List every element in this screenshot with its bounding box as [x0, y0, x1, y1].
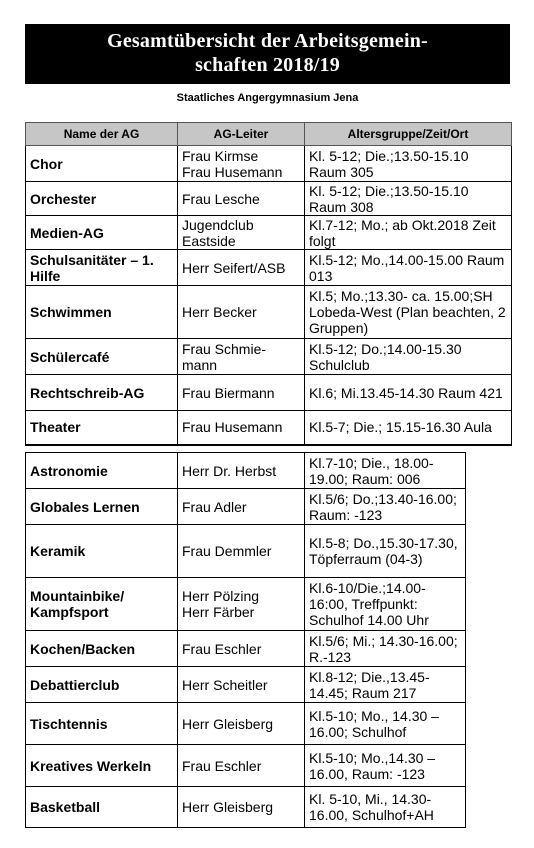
table-row [26, 216, 512, 250]
ag-info: Kl.8-12; Die.,13.45-14.45; Raum 217 [305, 667, 466, 703]
ag-info: Kl.5-12; Mo.,14.00-15.00 Raum 013 [305, 250, 512, 286]
ag-info: Kl.5-10; Mo.,14.30 – 16.00, Raum: -123 [305, 745, 466, 787]
ag-name: Mountainbike/ Kampfsport [26, 578, 178, 631]
school-name: Staatliches Angergymnasium Jena [176, 92, 359, 104]
table-row [26, 489, 466, 525]
table-row [26, 631, 466, 667]
table-row [26, 339, 512, 375]
ag-leiter: Herr Gleisberg [178, 703, 305, 745]
ag-leiter: Herr Becker [178, 286, 305, 339]
ag-name: Schülercafé [26, 339, 178, 375]
ag-info: Kl. 5-12; Die.;13.50-15.10 Raum 305 [305, 146, 512, 182]
table-row [26, 250, 512, 286]
ag-table-main [25, 122, 512, 446]
ag-leiter: Frau Schmie-mann [178, 339, 305, 375]
table-row [26, 578, 466, 631]
ag-info: Kl.6; Mi.13.45-14.30 Raum 421 [305, 375, 512, 411]
ag-leiter: Jugendclub Eastside [178, 216, 305, 250]
table-row [26, 525, 466, 578]
ag-leiter: Frau Adler [178, 489, 305, 525]
ag-name: Kreatives Werkeln [26, 745, 178, 787]
ag-leiter: Herr Pölzing Herr Färber [178, 578, 305, 631]
ag-info: Kl.5/6; Mi.; 14.30-16.00; R.-123 [305, 631, 466, 667]
ag-name: Medien-AG [26, 216, 178, 250]
ag-name: Schulsanitäter – 1. Hilfe [26, 250, 178, 286]
ag-leiter: Frau Demmler [178, 525, 305, 578]
table-row [26, 146, 512, 182]
title-line-2: schaften 2018/19 [195, 54, 340, 76]
ag-leiter: Frau Eschler [178, 631, 305, 667]
ag-info: Kl.7-10; Die., 18.00-19.00; Raum: 006 [305, 453, 466, 489]
ag-name: Chor [26, 146, 178, 182]
ag-name: Tischtennis [26, 703, 178, 745]
ag-name: Kochen/Backen [26, 631, 178, 667]
ag-info: Kl.5-12; Do.;14.00-15.30 Schulclub [305, 339, 512, 375]
ag-info: Kl.5-10; Mo., 14.30 – 16.00; Schulhof [305, 703, 466, 745]
ag-leiter: Frau Lesche [178, 182, 305, 216]
title-line-1: Gesamtübersicht der Arbeitsgemein- [107, 30, 428, 52]
ag-name: Rechtschreib-AG [26, 375, 178, 411]
ag-name: Debattierclub [26, 667, 178, 703]
table-row [26, 182, 512, 216]
table-row [26, 286, 512, 339]
ag-info: Kl. 5-10, Mi., 14.30-16.00, Schulhof+AH [305, 787, 466, 828]
table-row [26, 453, 466, 489]
ag-leiter: Herr Dr. Herbst [178, 453, 305, 489]
document-title [25, 24, 510, 84]
header-name: Name der AG [26, 123, 178, 146]
table-row [26, 411, 512, 445]
ag-info: Kl.5-8; Do.,15.30-17.30, Töpferraum (04-3) [305, 525, 466, 578]
ag-leiter: Frau Biermann [178, 375, 305, 411]
table-row [26, 375, 512, 411]
table-row [26, 667, 466, 703]
ag-name: Orchester [26, 182, 178, 216]
ag-leiter: Frau Eschler [178, 745, 305, 787]
ag-leiter: Herr Seifert/ASB [178, 250, 305, 286]
ag-name: Astronomie [26, 453, 178, 489]
ag-leiter: Herr Gleisberg [178, 787, 305, 828]
table-header-row [26, 123, 512, 146]
ag-name: Theater [26, 411, 178, 445]
ag-table-extra [25, 452, 466, 828]
table-row [26, 787, 466, 828]
ag-leiter: Frau Kirmse Frau Husemann [178, 146, 305, 182]
ag-leiter: Herr Scheitler [178, 667, 305, 703]
table-row [26, 745, 466, 787]
ag-leiter: Frau Husemann [178, 411, 305, 445]
header-leiter: AG-Leiter [178, 123, 305, 146]
ag-name: Globales Lernen [26, 489, 178, 525]
ag-name: Keramik [26, 525, 178, 578]
ag-name: Basketball [26, 787, 178, 828]
header-info: Altersgruppe/Zeit/Ort [305, 123, 512, 146]
ag-info: Kl.7-12; Mo.; ab Okt.2018 Zeit folgt [305, 216, 512, 250]
table-row [26, 703, 466, 745]
ag-info: Kl.5-7; Die.; 15.15-16.30 Aula [305, 411, 512, 445]
ag-info: Kl.6-10/Die.;14.00-16:00, Treffpunkt: Schulhof 14.00 Uhr [305, 578, 466, 631]
ag-info: Kl.5; Mo.;13.30- ca. 15.00;SH Lobeda-West (Plan beachten, 2 Gruppen) [305, 286, 512, 339]
ag-info: Kl.5/6; Do.;13.40-16.00; Raum: -123 [305, 489, 466, 525]
ag-name: Schwimmen [26, 286, 178, 339]
ag-info: Kl. 5-12; Die.;13.50-15.10 Raum 308 [305, 182, 512, 216]
